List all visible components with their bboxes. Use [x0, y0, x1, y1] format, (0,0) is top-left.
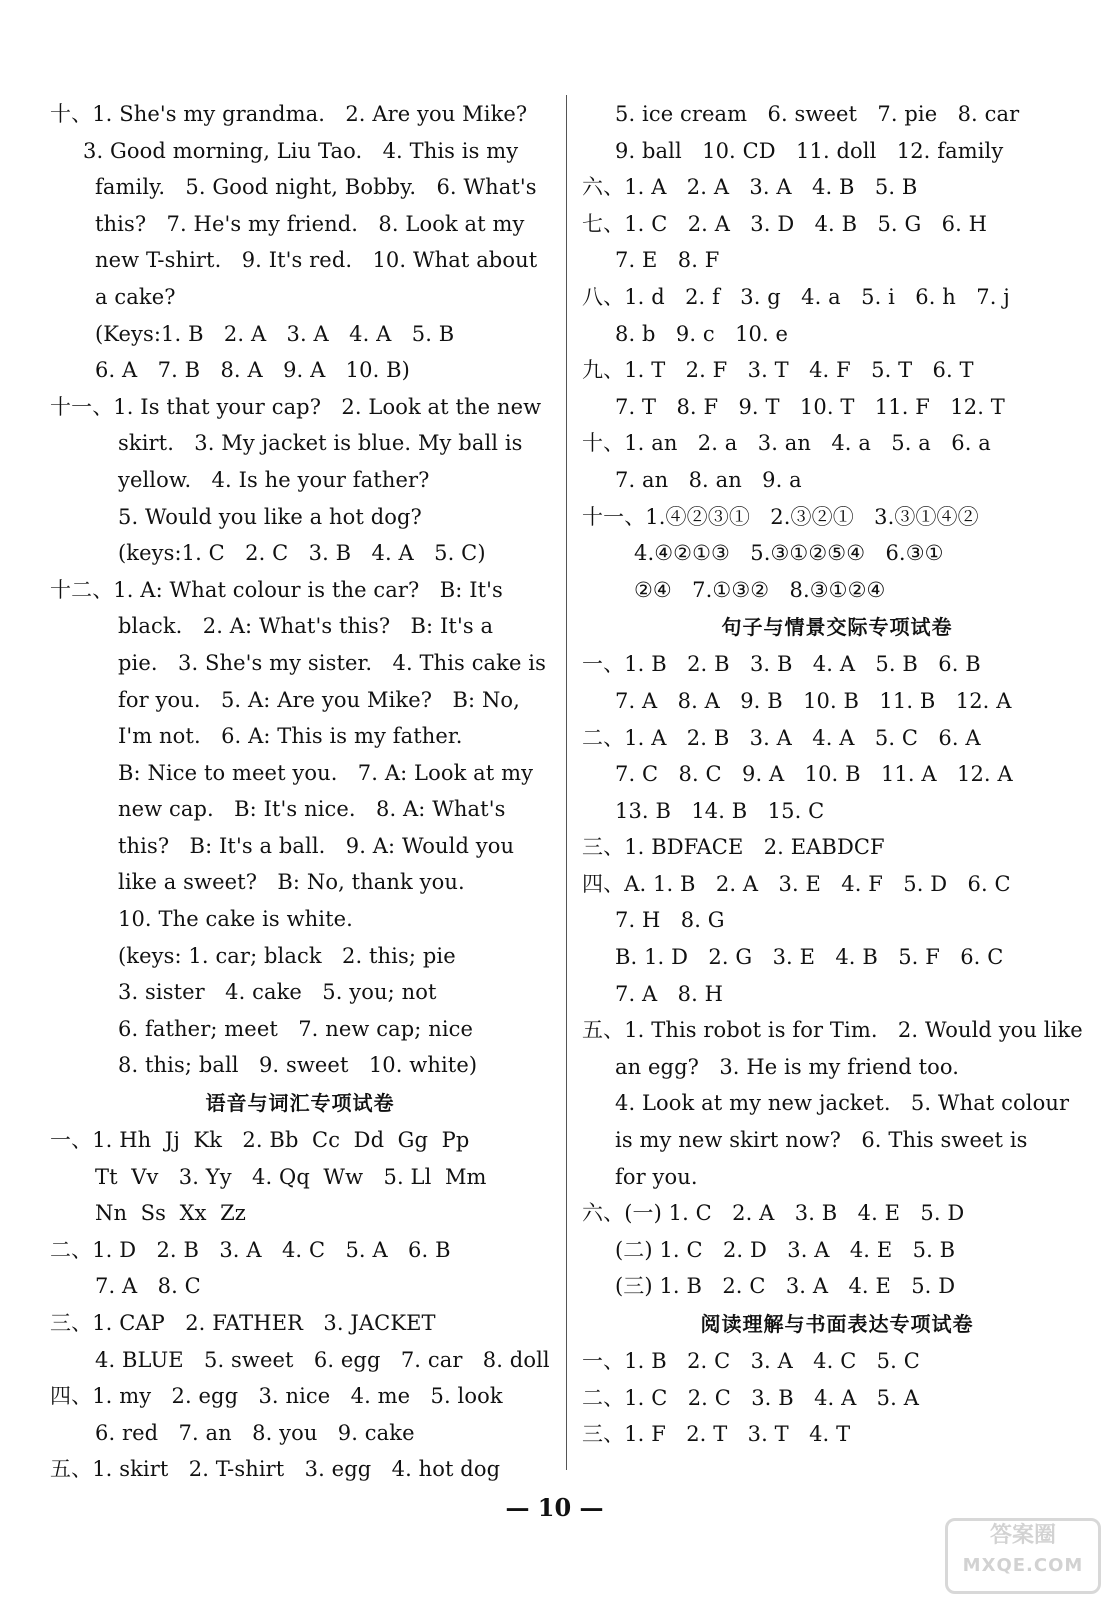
- page-number: — 10 —: [505, 1493, 604, 1522]
- answer-line: (三) 1. B 2. C 3. A 4. E 5. D: [615, 1274, 956, 1299]
- answer-line: (Keys:1. B 2. A 3. A 4. A 5. B: [95, 321, 455, 346]
- column-divider: [566, 95, 567, 1470]
- answer-line: B. 1. D 2. G 3. E 4. B 5. F 6. C: [615, 945, 1004, 970]
- answer-line: a cake?: [95, 284, 176, 309]
- answer-line: 7. an 8. an 9. a: [615, 467, 802, 492]
- answer-line: black. 2. A: What's this? B: It's a: [118, 614, 494, 639]
- answer-line: 7. A 8. A 9. B 10. B 11. B 12. A: [615, 688, 1012, 713]
- answer-line: 三、1. CAP 2. FATHER 3. JACKET: [50, 1311, 436, 1335]
- answer-line: Tt Vv 3. Yy 4. Qq Ww 5. Ll Mm: [95, 1164, 487, 1189]
- answer-line: 7. H 8. G: [615, 908, 725, 933]
- answer-line: 8. this; ball 9. sweet 10. white): [118, 1053, 478, 1078]
- answer-line: 3. Good morning, Liu Tao. 4. This is my: [83, 138, 519, 163]
- answer-line: 8. b 9. c 10. e: [615, 321, 789, 346]
- answer-line: 六、(一) 1. C 2. A 3. B 4. E 5. D: [582, 1201, 965, 1226]
- answer-line: 十、1. an 2. a 3. an 4. a 5. a 6. a: [582, 431, 991, 456]
- answer-line: 四、A. 1. B 2. A 3. E 4. F 5. D 6. C: [582, 871, 1011, 896]
- answer-line: 二、1. D 2. B 3. A 4. C 5. A 6. B: [50, 1237, 451, 1262]
- answer-line: 十、1. She's my grandma. 2. Are you Mike?: [50, 102, 528, 126]
- answer-line: Nn Ss Xx Zz: [95, 1201, 246, 1226]
- answer-line: new cap. B: It's nice. 8. A: What's: [118, 797, 506, 822]
- answer-line: 4.④②①③ 5.③①②⑤④ 6.③①: [634, 541, 944, 566]
- answer-line: (keys: 1. car; black 2. this; pie: [118, 943, 456, 968]
- answer-line: 三、1. BDFACE 2. EABDCF: [582, 835, 885, 860]
- answer-line: 7. T 8. F 9. T 10. T 11. F 12. T: [615, 394, 1005, 419]
- answer-line: 7. C 8. C 9. A 10. B 11. A 12. A: [615, 762, 1013, 787]
- answer-line: 十二、1. A: What colour is the car? B: It's: [50, 577, 503, 602]
- answer-line: B: Nice to meet you. 7. A: Look at my: [118, 760, 534, 785]
- answer-line: an egg? 3. He is my friend too.: [615, 1054, 959, 1079]
- answer-line: skirt. 3. My jacket is blue. My ball is: [118, 431, 523, 456]
- answer-line: 6. red 7. an 8. you 9. cake: [95, 1420, 415, 1445]
- answer-line: 7. E 8. F: [615, 248, 720, 273]
- answer-line: like a sweet? B: No, thank you.: [118, 870, 465, 895]
- answer-line: 5. Would you like a hot dog?: [118, 504, 422, 529]
- answer-line: for you.: [615, 1164, 698, 1189]
- answer-line: 一、1. B 2. B 3. B 4. A 5. B 6. B: [582, 652, 981, 677]
- answer-line: 13. B 14. B 15. C: [615, 798, 825, 823]
- section-title: 语音与词汇专项试卷: [205, 1091, 395, 1116]
- answer-line: 十一、1.④②③① 2.③②① 3.③①④②: [582, 504, 979, 529]
- answer-line: 一、1. Hh Jj Kk 2. Bb Cc Dd Gg Pp: [50, 1128, 470, 1153]
- answer-line: 4. BLUE 5. sweet 6. egg 7. car 8. doll: [95, 1347, 550, 1372]
- answer-line: 6. A 7. B 8. A 9. A 10. B): [95, 358, 410, 383]
- answer-line: (二) 1. C 2. D 3. A 4. E 5. B: [615, 1237, 956, 1262]
- answer-line: this? B: It's a ball. 9. A: Would you: [118, 833, 515, 858]
- answer-line: 二、1. C 2. C 3. B 4. A 5. A: [582, 1385, 919, 1410]
- answer-line: 10. The cake is white.: [118, 907, 353, 932]
- answer-line: new T-shirt. 9. It's red. 10. What about: [95, 248, 538, 273]
- answer-line: 八、1. d 2. f 3. g 4. a 5. i 6. h 7. j: [582, 284, 1010, 309]
- watermark-text: 答案圈: [989, 1523, 1056, 1548]
- answer-line: this? 7. He's my friend. 8. Look at my: [95, 211, 525, 236]
- answer-line: 七、1. C 2. A 3. D 4. B 5. G 6. H: [582, 211, 988, 236]
- answer-line: 7. A 8. C: [95, 1274, 201, 1299]
- answer-line: 9. ball 10. CD 11. doll 12. family: [615, 138, 1004, 163]
- answer-line: is my new skirt now? 6. This sweet is: [615, 1128, 1028, 1153]
- answer-line: family. 5. Good night, Bobby. 6. What's: [95, 175, 537, 200]
- right-column: [582, 96, 1092, 1453]
- left-column: [50, 96, 550, 1488]
- answer-line: 六、1. A 2. A 3. A 4. B 5. B: [582, 175, 918, 200]
- answer-line: pie. 3. She's my sister. 4. This cake is: [118, 650, 546, 675]
- section-title: 句子与情景交际专项试卷: [721, 615, 953, 640]
- answer-line: 十一、1. Is that your cap? 2. Look at the new: [50, 394, 542, 419]
- answer-line: I'm not. 6. A: This is my father.: [118, 724, 463, 749]
- answer-line: 四、1. my 2. egg 3. nice 4. me 5. look: [50, 1384, 503, 1409]
- answer-line: (keys:1. C 2. C 3. B 4. A 5. C): [118, 541, 486, 566]
- answer-line: yellow. 4. Is he your father?: [118, 467, 430, 492]
- answer-line: 7. A 8. H: [615, 981, 724, 1006]
- answer-line: ②④ 7.①③② 8.③①②④: [634, 577, 886, 602]
- answer-line: 五、1. skirt 2. T-shirt 3. egg 4. hot dog: [50, 1457, 501, 1482]
- watermark-logo: [945, 1518, 1101, 1594]
- section-title: 阅读理解与书面表达专项试卷: [700, 1312, 974, 1336]
- answer-line: 二、1. A 2. B 3. A 4. A 5. C 6. A: [582, 725, 981, 750]
- answer-line: 4. Look at my new jacket. 5. What colour: [615, 1091, 1070, 1116]
- answer-line: 5. ice cream 6. sweet 7. pie 8. car: [615, 102, 1020, 126]
- answer-line: 三、1. F 2. T 3. T 4. T: [582, 1422, 851, 1447]
- answer-line: 一、1. B 2. C 3. A 4. C 5. C: [582, 1349, 920, 1373]
- answer-line: for you. 5. A: Are you Mike? B: No,: [118, 687, 520, 712]
- answer-line: 九、1. T 2. F 3. T 4. F 5. T 6. T: [582, 358, 974, 383]
- answer-line: 3. sister 4. cake 5. you; not: [118, 980, 437, 1005]
- answer-line: 五、1. This robot is for Tim. 2. Would you like: [582, 1018, 1083, 1043]
- watermark-domain: MXQE.COM: [962, 1555, 1084, 1576]
- answer-line: 6. father; meet 7. new cap; nice: [118, 1016, 474, 1041]
